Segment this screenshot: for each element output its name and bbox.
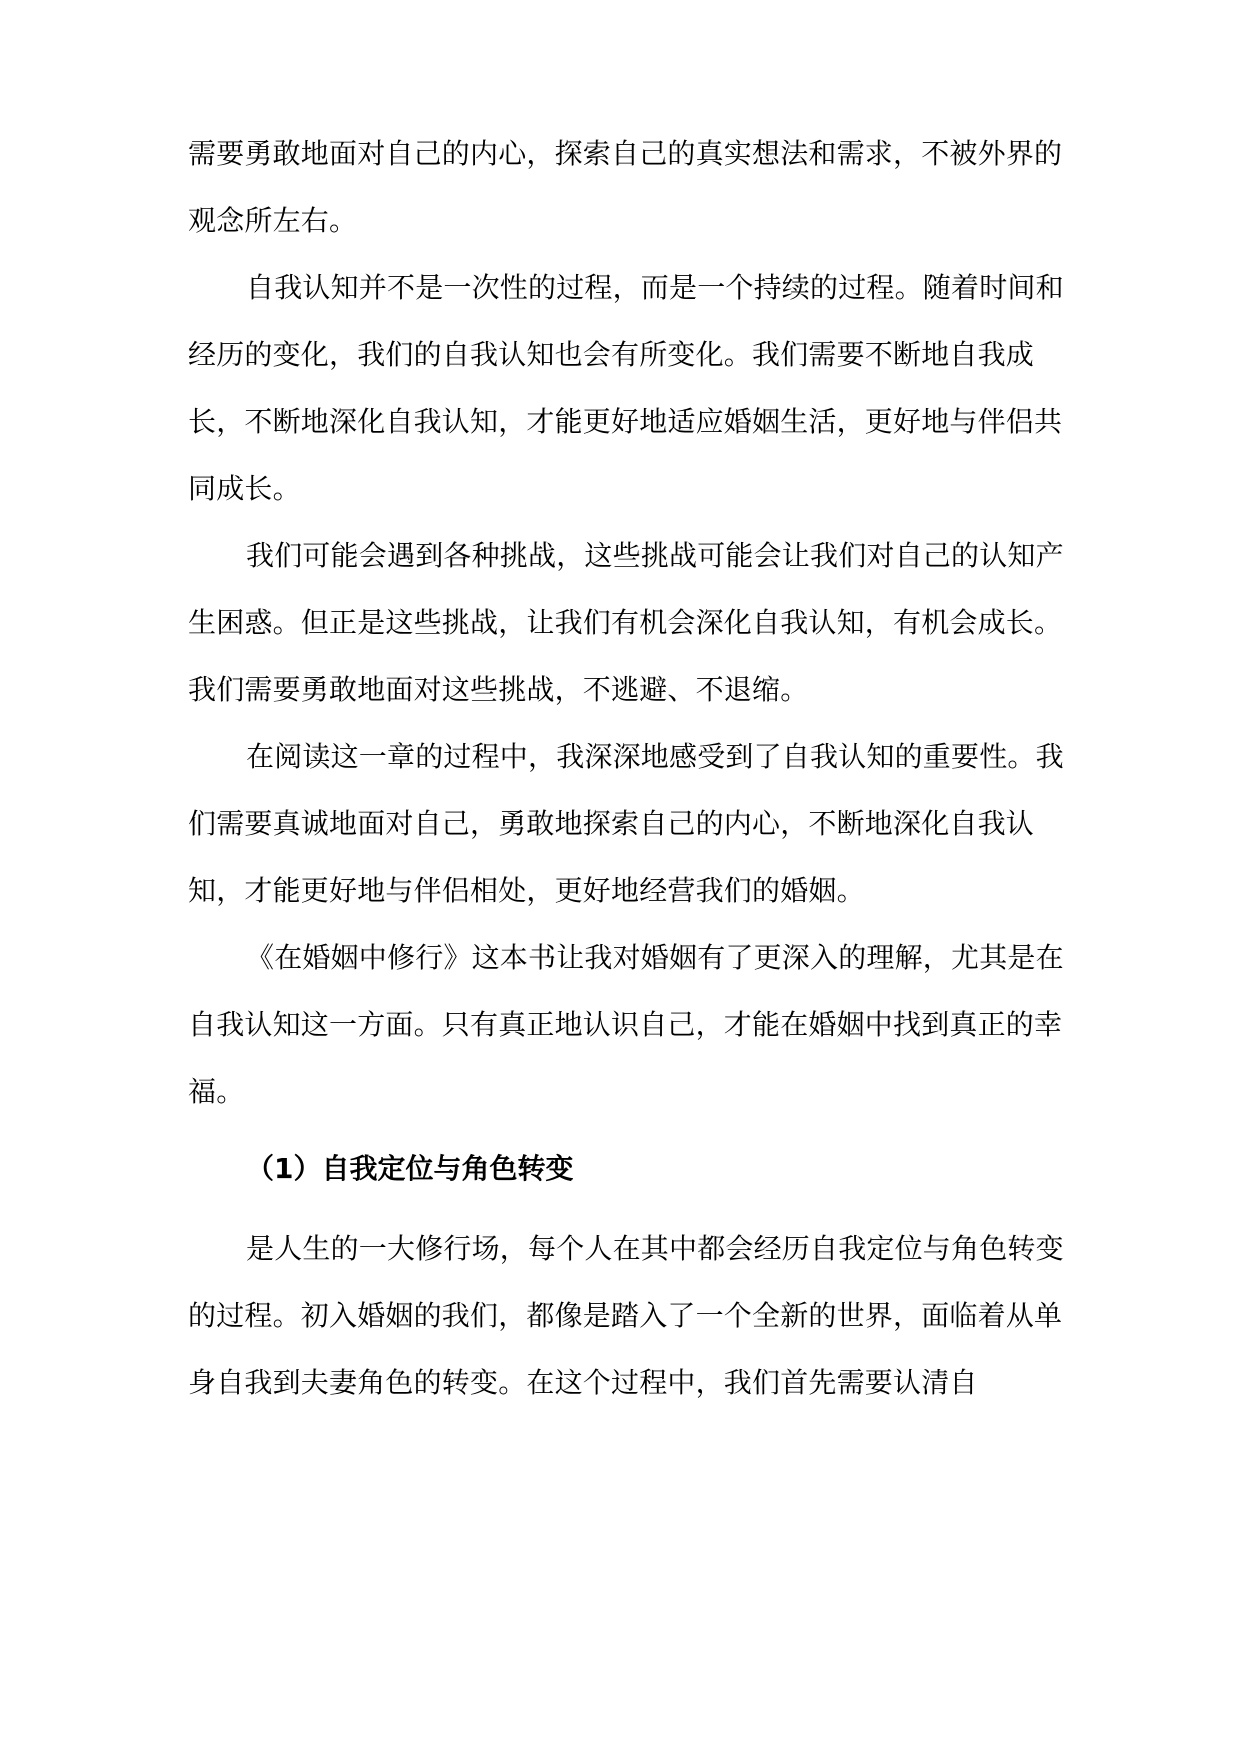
paragraph-reading-reflection: 在阅读这一章的过程中，我深深地感受到了自我认知的重要性。我们需要真诚地面对自己，勇敢地探索自己的内心，不断地深化自我认知，才能更好地与伴侣相处，更好地经营我们的婚姻。 bbox=[188, 740, 1064, 907]
paragraph-book-summary: 《在婚姻中修行》这本书让我对婚姻有了更深入的理解，尤其是在自我认知这一方面。只有真正地认识自己，才能在婚姻中找到真正的幸福。 bbox=[188, 941, 1064, 1108]
paragraph-role-transition: 是人生的一大修行场，每个人在其中都会经历自我定位与角色转变的过程。初入婚姻的我们，都像是踏入了一个全新的世界，面临着从单身自我到夫妻角色的转变。在这个过程中，我们首先需要认清自 bbox=[188, 1232, 1064, 1399]
section-heading: （1）自我定位与角色转变 bbox=[246, 1152, 574, 1185]
paragraph-self-awareness-process: 自我认知并不是一次性的过程，而是一个持续的过程。随着时间和经历的变化，我们的自我认知也会有所变化。我们需要不断地自我成长，不断地深化自我认知，才能更好地适应婚姻生活，更好地与伴侣共同成长。 bbox=[188, 271, 1064, 505]
paragraph-continuation: 需要勇敢地面对自己的内心，探索自己的真实想法和需求，不被外界的观念所左右。 bbox=[188, 137, 1063, 237]
paragraph-challenges: 我们可能会遇到各种挑战，这些挑战可能会让我们对自己的认知产生困惑。但正是这些挑战，让我们有机会深化自我认知，有机会成长。我们需要勇敢地面对这些挑战，不逃避、不退缩。 bbox=[188, 539, 1064, 706]
